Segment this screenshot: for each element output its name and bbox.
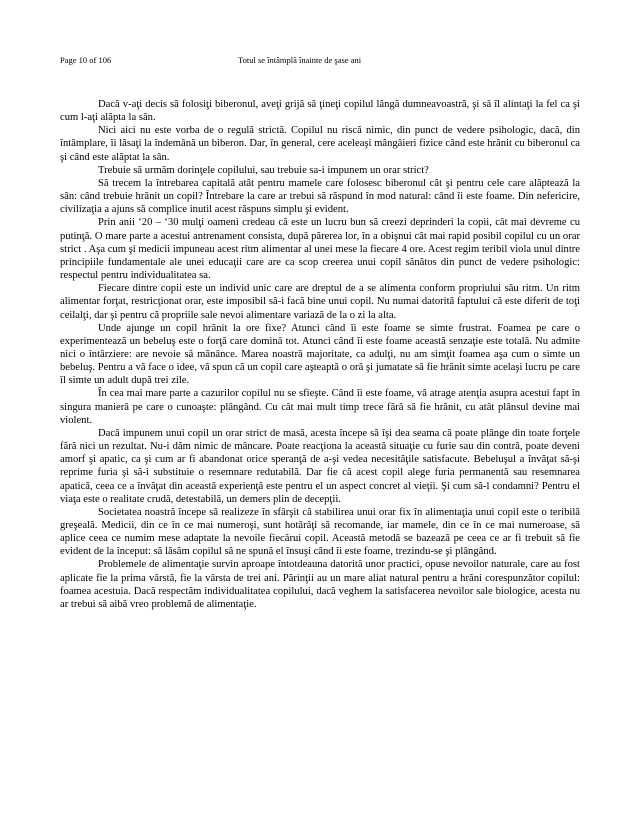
document-body bbox=[60, 98, 580, 611]
paragraph: Nici aici nu este vorba de o regulă strictă. Copilul nu riscă nimic, din punct de vedere psihologic, dacă, din întâmplare, îi lăsaţi la îndemână un biberon. Dar, în general, cere aceleaşi mângâieri fizice când este hrănit cu biberonul ca şi când este alăptat la sân. bbox=[60, 125, 580, 163]
paragraph: Să trecem la întrebarea capitală atât pentru mamele care folosesc biberonul cât şi pentru cele care alăptează la sân: când trebuie hrănit un copil? Întrebare la care ar trebui să răspund în mod natural: când îi este foame. Din nefericire, civilizaţia a ajuns să complice inutil acest răspuns simplu şi evident. bbox=[60, 177, 580, 216]
paragraph: Prin anii ‘20 – ‘30 mulţi oameni credeau că este un lucru bun să creezi deprinderi la copii, cât mai devreme cu putinţă. O mare parte a acestui antrenament consista, după părerea lor, în a obişnui cât mai rapid posibil copilul cu un orar strict . Aşa cum şi medicii impuneau acest ritm alimentar al unei mese la fiecare 4 ore. Acest regim teribil viola unul dintre principiile fundamentale ale unei educaţii care are ca scop creerea unui copil sănătos din punct de vedere psihologic: respectul pentru individualitatea sa. bbox=[60, 217, 580, 282]
page-header bbox=[60, 55, 578, 67]
paragraph: În cea mai mare parte a cazurilor copilul nu se sfieşte. Când îi este foame, vă atrage atenţia asupra acestui fapt în singura manieră pe care o cunoaşte: plângând. Cu cât mai mult timp trece fără să fie hrănit, cu atât plânsul devine mai violent. bbox=[60, 388, 580, 426]
page-number: Page 10 of 106 bbox=[60, 55, 112, 65]
paragraph: Dacă v-aţi decis să folosiţi biberonul, aveţi grijă să ţineţi copilul lângă dumneavoastră, şi să îl alintaţi la fel ca şi cum l-aţi alăpta la sân. bbox=[60, 99, 580, 124]
paragraph: Trebuie să urmăm dorinţele copilului, sau trebuie sa-i impunem un orar strict? bbox=[98, 164, 429, 176]
running-title: Totul se întâmplă înainte de şase ani bbox=[238, 55, 362, 65]
paragraph: Problemele de alimentaţie survin aproape întotdeauna datorită unor practici, opuse nevoilor naturale, care au fost aplicate fie la prima vârstă, fie la vârsta de trei ani. Părinţii au un mare aliat natural pentru a hrăni corespunzător copilul: foamea acestuia. Dacă respectăm individualitatea copilului, dacă veghem la satisfacerea nevoilor sale biologice, acesta nu ar trebui să aibă vreo problemă de alimentaţie. bbox=[60, 559, 580, 610]
paragraph: Societatea noastră începe să realizeze în sfârşit că stabilirea unui orar fix în alimentaţia unui copil este o teribilă greşeală. Medicii, din ce în ce mai numeroşi, sunt hotărâţi să recomande, iar mamele, din ce în ce mai numeroase, să aplice ceea ce numim mese adaptate la nevoile fiecărui copil. Această metodă se bazează pe ceea ce ar fi trebuit să fie evident de la început: să lăsăm copilul să ne spună el însuşi când îi este foame, trezindu-se şi plângând. bbox=[60, 506, 580, 558]
paragraph: Dacă impunem unui copil un orar strict de masă, acesta începe să îşi dea seama că poate plânge din toate forţele fără nici un rezultat. Nu-i dăm nimic de mâncare. Poate reacţiona la această situaţie cu furie sau din contră, poate deveni amorf şi apatic, ca şi cum ar fi abandonat orice speranţă de a-şi vedea necesităţile satisfacute. Bebeluşul a învăţat să-şi reprime furia şi să-i substituie o resemnare redutabilă. Dar fie că acest copil alege furia permanentă sau resemnarea apatică, ceea ce a învăţat din această experienţă este pentru el un aspect concret al vieţii. Şi cum să-l condamni? Pentru el viaţa este o realitate crudă, detestabilă, un demers plin de decepţii. bbox=[60, 427, 580, 505]
paragraph: Fiecare dintre copii este un individ unic care are dreptul de a se alimenta conform propriului său ritm. Un ritm alimentar forţat, restricţionat orar, este imposibil să-i facă bine unui copil. Nu numai datorită faptului că este diferit de toţi ceilalţi, dar şi pentru că propriile sale nevoi alimentare variază de la o zi la alta. bbox=[60, 283, 580, 321]
paragraph: Unde ajunge un copil hrănit la ore fixe? Atunci când îi este foame se simte frustrat. Foamea pe care o experimentează un bebeluş este o forţă care domină tot. Atunci când îi este foame această senzaţie este totală. Nu admite nici o întârziere: are nevoie să mănânce. Marea noastră majoritate, ca adulţi, nu am simţit foamea aşa cum o simte un bebeluş. Pentru a vă face o idee, vă spun că un copil care aşteaptă o oră şi jumatate să fie hrănit simte acelaşi lucru pe care îl simte un adult după trei zile. bbox=[60, 322, 580, 387]
